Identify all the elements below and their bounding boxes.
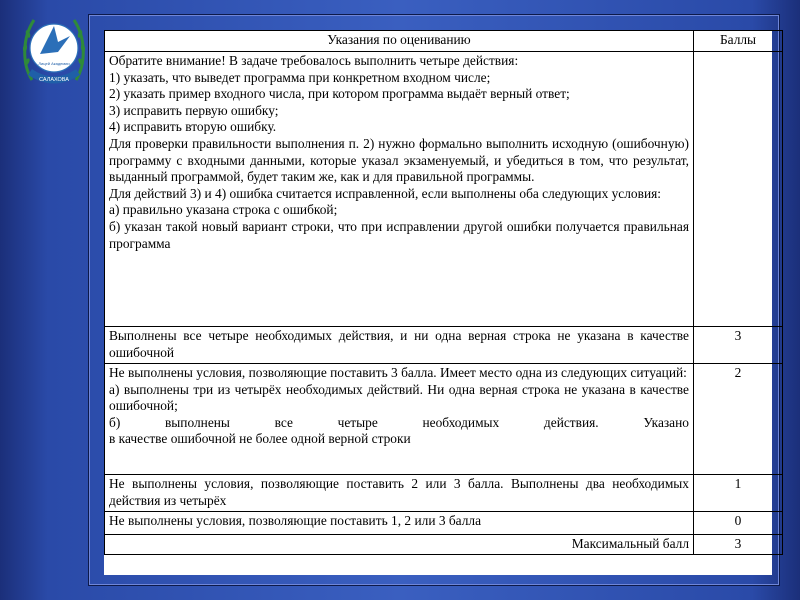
- instruction-line: Для действий 3) и 4) ошибка считается исправленной, если выполнены оба следующих условия:: [109, 185, 661, 201]
- instructions-row: [105, 52, 783, 327]
- instruction-line: 2) указать пример входного числа, при котором программа выдаёт верный ответ;: [109, 86, 570, 102]
- criterion-line: Выполнены все четыре необходимых действия, и ни одна верная строка не указана в качестве ошибочной: [109, 328, 689, 360]
- max-score-value: 3: [694, 535, 783, 555]
- grading-table: [104, 30, 783, 555]
- table-row: [105, 327, 783, 364]
- criterion-line: Не выполнены условия, позволяющие поставить 1, 2 или 3 балла: [109, 513, 482, 528]
- instruction-line: а) правильно указана строка с ошибкой;: [109, 202, 338, 218]
- instruction-line: 1) указать, что выведет программа при конкретном входном числе;: [109, 69, 491, 85]
- header-criteria: Указания по оцениванию: [105, 31, 694, 52]
- criterion-line: б) выполнены все четыре необходимых действия. Указано: [109, 414, 689, 430]
- criterion-line: в качестве ошибочной не более одной верной строки: [109, 431, 411, 447]
- table-header-row: [105, 31, 783, 52]
- criterion-cell: [105, 512, 694, 535]
- criterion-cell: [105, 475, 694, 512]
- max-score-label: Максимальный балл: [105, 535, 694, 555]
- criterion-line: Не выполнены условия, позволяющие поставить 3 балла. Имеет место одна из следующих ситуаций:: [109, 365, 687, 380]
- table-row: [105, 364, 783, 475]
- points-cell: 1: [694, 475, 783, 512]
- instruction-line: 4) исправить вторую ошибку.: [109, 119, 277, 135]
- instruction-line: Для проверки правильности выполнения п. 2) нужно формально выполнить исходную (ошибочную) программу с входными данными, которые указал экзаменуемый, и убедиться в том, что результат, выданный программой, будет таким же, как и для правильной программы.: [109, 135, 689, 185]
- svg-text:САЛАХОВА: САЛАХОВА: [39, 77, 69, 83]
- table-row: [105, 475, 783, 512]
- points-cell: 0: [694, 512, 783, 535]
- criterion-cell: [105, 327, 694, 364]
- instructions-points-cell: [694, 52, 783, 327]
- points-cell: 3: [694, 327, 783, 364]
- instruction-line: 3) исправить первую ошибку;: [109, 102, 279, 118]
- points-cell: 2: [694, 364, 783, 475]
- school-emblem-logo: [18, 2, 90, 96]
- criterion-cell: [105, 364, 694, 475]
- svg-text:Лицей Академии: Лицей Академии: [38, 61, 70, 66]
- instruction-line: б) указан такой новый вариант строки, что при исправлении другой ошибки получается правильная программа: [109, 218, 689, 251]
- criterion-line: а) выполнены три из четырёх необходимых действий. Ни одна верная строка не указана в качестве ошибочной;: [109, 381, 689, 414]
- header-points: Баллы: [694, 31, 783, 52]
- table-row: [105, 512, 783, 535]
- max-score-row: [105, 535, 783, 555]
- instruction-line: Обратите внимание! В задаче требовалось выполнить четыре действия:: [109, 53, 519, 68]
- instructions-cell: [105, 52, 694, 327]
- criterion-line: Не выполнены условия, позволяющие поставить 2 или 3 балла. Выполнены два необходимых действия из четырёх: [109, 476, 689, 508]
